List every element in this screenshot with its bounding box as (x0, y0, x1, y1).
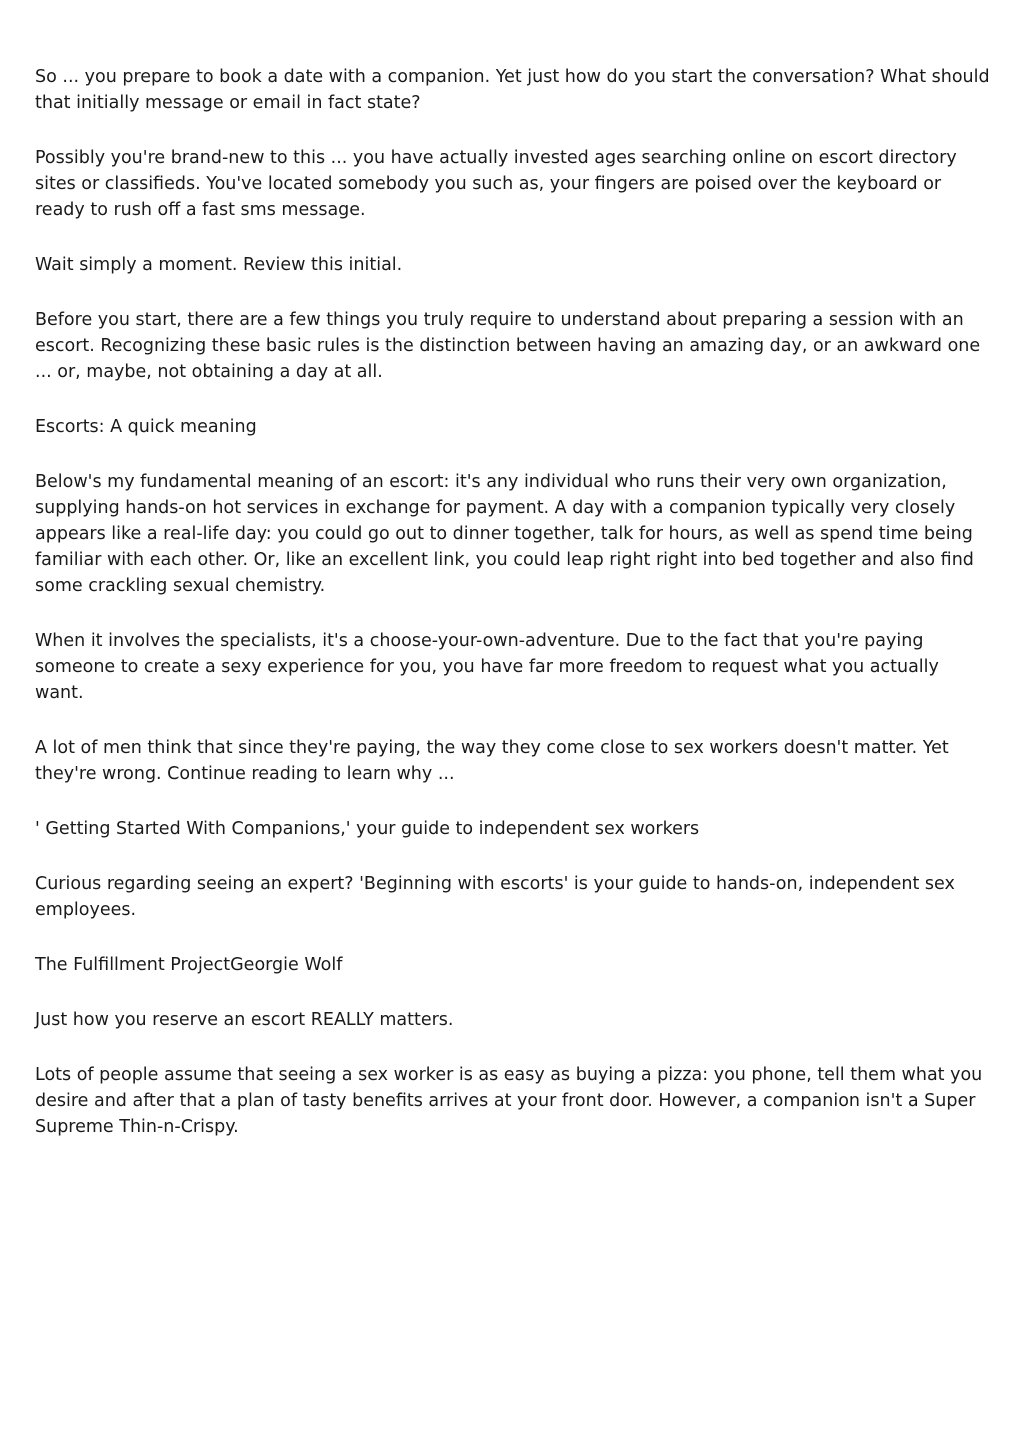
paragraph-intro: So ... you prepare to book a date with a companion. Yet just how do you start the conversation? What should that initially message or email in fact state? (35, 67, 990, 113)
document-body (35, 64, 991, 1169)
paragraph-new-to-this: Possibly you're brand-new to this ... you have actually invested ages searching online on escort directory sites or classifieds. You've located somebody you such as, your fingers are poised over the keyboard or ready to rush off a fast sms message. (35, 148, 957, 220)
paragraph-escort-definition: Below's my fundamental meaning of an escort: it's any individual who runs their very own organization, supplying hands-on hot services in exchange for payment. A day with a companion typically very closely appears like a real-life day: you could go out to dinner together, talk for hours, as well as spend time being familiar with each other. Or, like an excellent link, you could leap right right into bed together and also find some crackling sexual chemistry. (35, 472, 974, 596)
paragraph-before-you-start: Before you start, there are a few things you truly require to understand about preparing a session with an escort. Recognizing these basic rules is the distinction between having an amazing day, or an awkward one ... or, maybe, not obtaining a day at all. (35, 310, 981, 382)
guide-description: Curious regarding seeing an expert? 'Beginning with escorts' is your guide to hands-on, independent sex employees. (35, 874, 955, 920)
paragraph-choose-your-own-adventure: When it involves the specialists, it's a choose-your-own-adventure. Due to the fact that you're paying someone to create a sexy experience for you, you have far more freedom to request what you actually want. (35, 631, 939, 703)
section-heading-escorts-meaning: Escorts: A quick meaning (35, 417, 257, 437)
guide-title: ' Getting Started With Companions,' your guide to independent sex workers (35, 819, 700, 839)
paragraph-pizza-analogy: Lots of people assume that seeing a sex worker is as easy as buying a pizza: you phone, tell them what you desire and after that a plan of tasty benefits arrives at your front door. However, a companion isn't a Super Supreme Thin-n-Crispy. (35, 1065, 983, 1137)
byline: The Fulfillment ProjectGeorgie Wolf (35, 955, 343, 975)
section-heading-how-you-reserve: Just how you reserve an escort REALLY matters. (35, 1010, 454, 1030)
paragraph-men-think: A lot of men think that since they're paying, the way they come close to sex workers doesn't matter. Yet they're wrong. Continue reading to learn why ... (35, 738, 949, 784)
paragraph-wait: Wait simply a moment. Review this initial. (35, 255, 403, 275)
